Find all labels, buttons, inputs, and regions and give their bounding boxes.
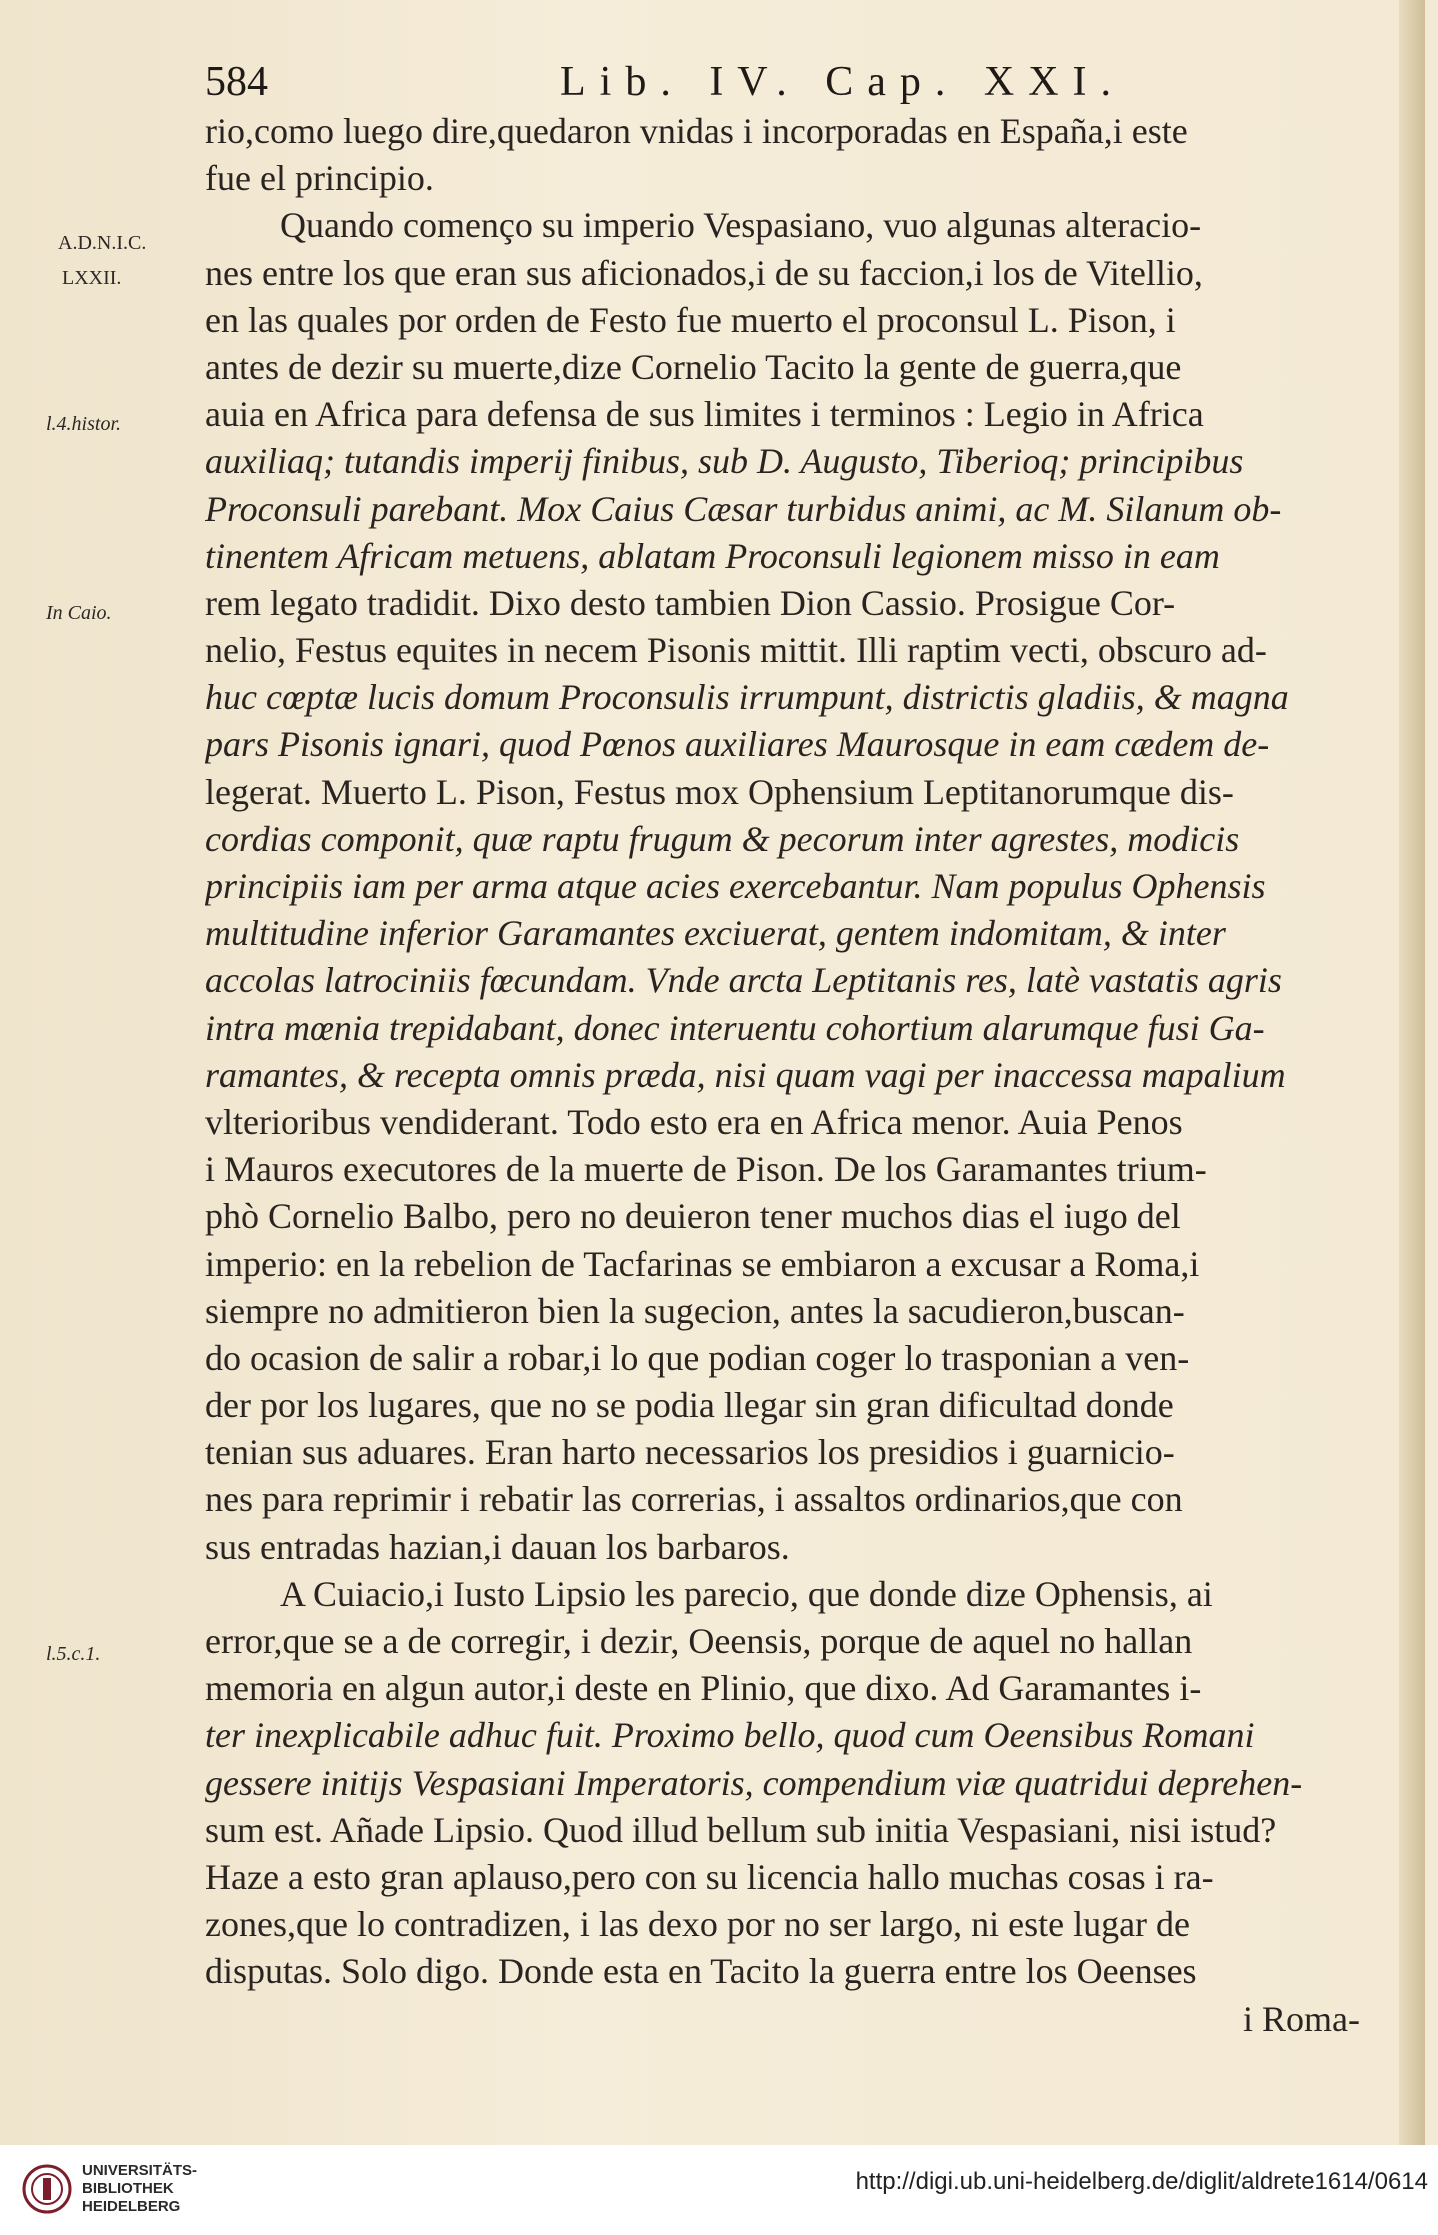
text-line: rio,como luego dire,quedaron vnidas i incorporadas en España,i este — [205, 111, 1188, 151]
text-line: nes para reprimir i rebatir las correrias, i assaltos ordinarios,que con — [205, 1479, 1183, 1520]
text-line: A Cuiacio,i Iusto Lipsio les parecio, que donde dize Ophensis, ai — [280, 1573, 1213, 1614]
text-line: rem legato tradidit. Dixo desto tambien Dion Cassio. Prosigue Cor- — [205, 582, 1176, 623]
text-line: nes entre los que eran sus aficionados,i de su faccion,i los de Vitellio, — [205, 252, 1203, 293]
text-line: phò Cornelio Balbo, pero no deuieron tener muchos dias el iugo del — [205, 1196, 1181, 1237]
text-line: vlterioribus vendiderant. Todo esto era en Africa menor. Auia Penos — [205, 1101, 1183, 1142]
text-line: accolas latrociniis fœcundam. Vnde arcta Leptitanis res, latè vastatis agris — [205, 960, 1282, 1001]
institution-name — [82, 2162, 197, 2216]
page-edge — [1399, 0, 1425, 2145]
text-line: en las quales por orden de Festo fue muerto el proconsul L. Pison, i — [205, 299, 1176, 340]
text-line: intra mœnia trepidabant, donec interuentu cohortium alarumque fusi Ga- — [205, 1007, 1265, 1048]
text-line: tinentem Africam metuens, ablatam Proconsuli legionem misso in eam — [205, 535, 1220, 576]
text-line: principiis iam per arma atque acies exercebantur. Nam populus Ophensis — [205, 866, 1266, 906]
institution-line: HEIDELBERG — [82, 2198, 181, 2215]
text-line: der por los lugares, que no se podia llegar sin gran dificultad donde — [205, 1385, 1174, 1426]
text-line: zones,que lo contradizen, i las dexo por no ser largo, ni este lugar de — [205, 1904, 1191, 1945]
margin-note-histor: l.4.histor. — [46, 413, 122, 435]
margin-note-year: A.D.N.I.C. — [58, 232, 147, 254]
margin-note-year-roman: LXXII. — [62, 267, 122, 289]
text-line: memoria en algun autor,i deste en Plinio, que dixo. Ad Garamantes i- — [205, 1668, 1202, 1709]
text-line: sum est. Añade Lipsio. Quod illud bellum sub initia Vespasiani, nisi istud? — [205, 1809, 1277, 1850]
text-line: siempre no admitieron bien la sugecion, antes la sacudieron,buscan- — [205, 1290, 1185, 1331]
text-line: Quando començo su imperio Vespasiano, vuo algunas alteracio- — [280, 205, 1202, 246]
text-line: pars Pisonis ignari, quod Pœnos auxiliares Maurosque in eam cædem de- — [205, 724, 1270, 765]
text-line: do ocasion de salir a robar,i lo que podian coger lo trasponian a ven- — [205, 1337, 1190, 1378]
text-line: auxiliaq; tutandis imperij finibus, sub D. Augusto, Tiberioq; principibus — [205, 441, 1244, 482]
text-line: imperio: en la rebelion de Tacfarinas se embiaron a excusar a Roma,i — [205, 1243, 1200, 1284]
text-line: auia en Africa para defensa de sus limites i terminos : Legio in Africa — [205, 394, 1204, 435]
text-line: antes de dezir su muerte,dize Cornelio Tacito la gente de guerra,que — [205, 346, 1182, 387]
text-line: cordias componit, quæ raptu frugum & pecorum inter agrestes, modicis — [205, 818, 1240, 859]
text-line: ter inexplicabile adhuc fuit. Proximo bello, quod cum Oeensibus Romani — [205, 1715, 1255, 1756]
running-title: Lib. IV. Cap. XXI. — [560, 59, 1126, 105]
text-line: error,que se a de corregir, i dezir, Oeensis, porque de aquel no hallan — [205, 1621, 1193, 1661]
text-line: Proconsuli parebant. Mox Caius Cæsar turbidus animi, ac M. Silanum ob- — [205, 488, 1282, 529]
text-line: i Mauros executores de la muerte de Pison. De los Garamantes trium- — [205, 1149, 1207, 1190]
text-line: tenian sus aduares. Eran harto necessarios los presidios i guarnicio- — [205, 1432, 1175, 1473]
margin-note-plinio: l.5.c.1. — [46, 1643, 101, 1665]
margin-note-caio: In Caio. — [46, 602, 112, 624]
text-line: multitudine inferior Garamantes exciuerat, gentem indomitam, & inter — [205, 913, 1226, 954]
text-line: disputas. Solo digo. Donde esta en Tacito la guerra entre los Oeenses — [205, 1951, 1197, 1992]
source-url-link[interactable]: http://digi.ub.uni-heidelberg.de/diglit/aldrete1614/0614 — [855, 2168, 1428, 2195]
institution-line: UNIVERSITÄTS- — [82, 2162, 198, 2179]
body-text — [205, 108, 1360, 2043]
text-line: fue el principio. — [205, 158, 434, 199]
text-line: nelio, Festus equites in necem Pisonis mittit. Illi raptim vecti, obscuro ad- — [205, 630, 1267, 671]
university-logo-icon — [22, 2164, 72, 2214]
page-number: 584 — [205, 59, 268, 105]
text-line: Haze a esto gran aplauso,pero con su licencia hallo muchas cosas i ra- — [205, 1856, 1214, 1897]
text-line: ramantes, & recepta omnis præda, nisi quam vagi per inaccessa mapalium — [205, 1054, 1286, 1095]
text-line: huc cœptæ lucis domum Proconsulis irrumpunt, districtis gladiis, & magna — [205, 677, 1289, 718]
catchword: i Roma- — [1243, 1998, 1360, 2039]
page-header — [205, 58, 1365, 114]
institution-line: BIBLIOTHEK — [82, 2180, 174, 2197]
text-line: gessere initijs Vespasiani Imperatoris, compendium viæ quatridui deprehen- — [205, 1762, 1303, 1803]
text-line: legerat. Muerto L. Pison, Festus mox Ophensium Leptitanorumque dis- — [205, 771, 1234, 812]
text-line: sus entradas hazian,i dauan los barbaros. — [205, 1526, 790, 1567]
